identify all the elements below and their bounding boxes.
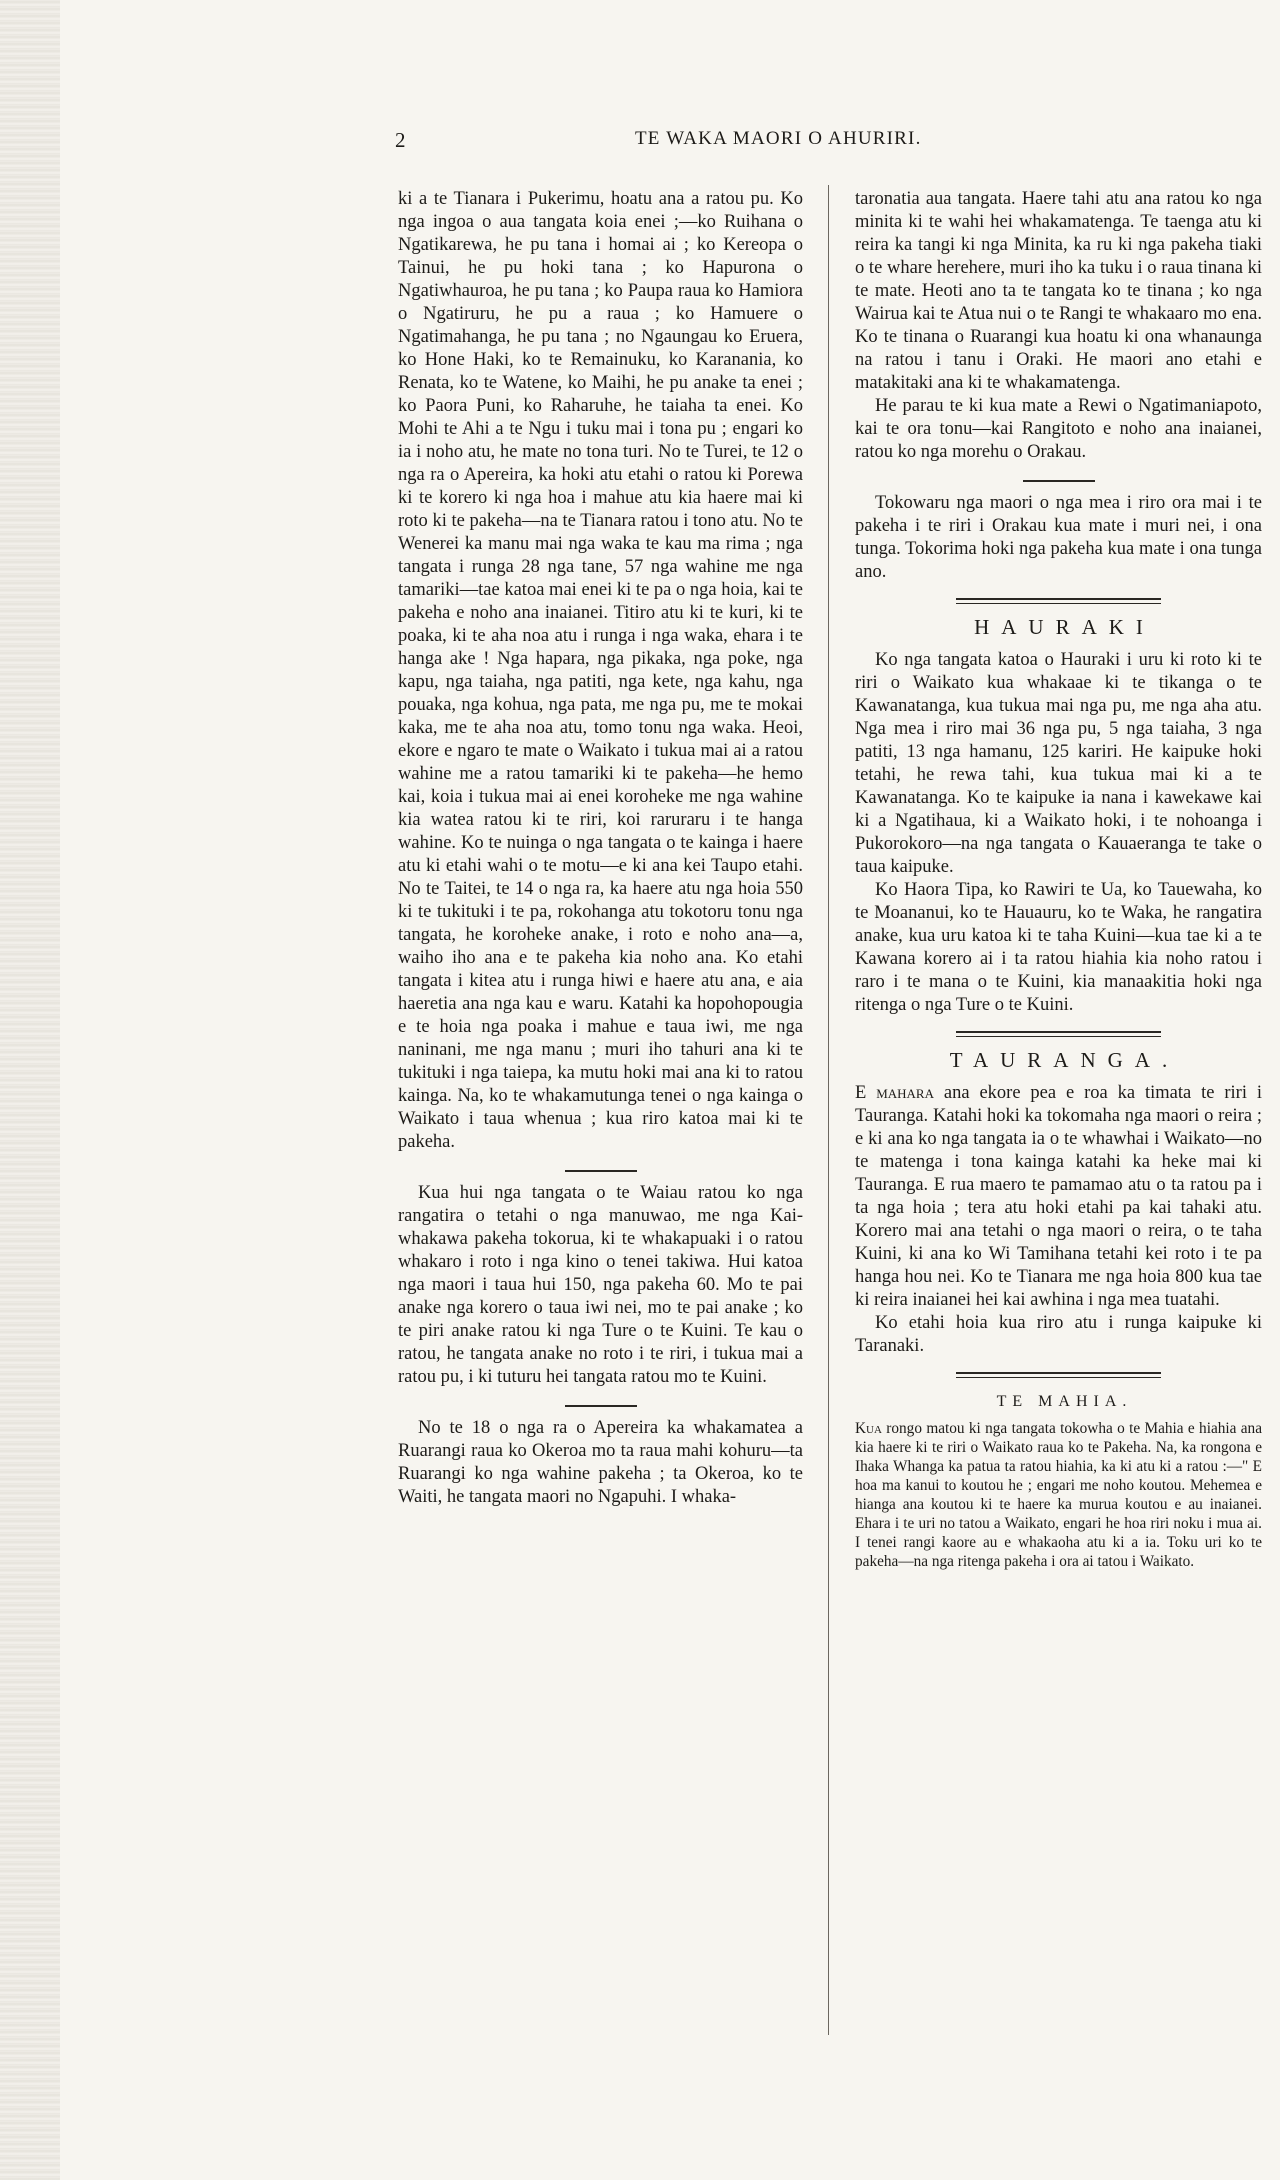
mahia-body: rongo matou ki nga tangata tokowha o te Mahia e hiahia ana kia haere ki te riri o Waikato raua ko te Pakeha. Na, ka rongona e Ihaka Whanga ka patua ta ratou hiahia, ka ki atu ki a ratou :—" E hoa ma kanui to koutou he ; engari me noho koutou. Mehemea e hianga ana koutou ki te haere ka murua koutou e au inaianei. Ehara i te uri no tatou a Waikato, engari he hoa riri noku i mua ai. I tenei rangi kaore au e whakaoha atu ki a ia. Toku uri ko te pakeha—na nga ritenga pakeha i ora ai tatou i Waikato. — [855, 1420, 1262, 1570]
article-tauranga — [855, 1082, 1262, 1312]
article-tauranga-troops: Ko etahi hoia kua riro atu i runga kaipuke ki Taranaki. — [855, 1313, 1262, 1356]
section-separator — [565, 1170, 637, 1172]
newspaper-title: TE WAKA MAORI O AHURIRI. — [635, 128, 922, 149]
column-divider — [828, 185, 829, 2035]
page-header — [395, 128, 1015, 158]
section-double-rule — [956, 1372, 1161, 1378]
section-double-rule — [956, 598, 1161, 604]
heading-hauraki: HAURAKI — [974, 615, 1155, 639]
page-binding-edge — [0, 0, 60, 2180]
right-column — [855, 188, 1262, 1571]
section-double-rule — [956, 1031, 1161, 1037]
article-te-mahia — [855, 1419, 1262, 1571]
tauranga-lead-word: E mahara — [855, 1083, 934, 1103]
article-rewi: He parau te ki kua mate a Rewi o Ngatimaniapoto, kai te ora tonu—kai Rangitoto e noho ana inaianei, ratou ko nga morehu o Orakau. — [855, 396, 1262, 462]
section-separator — [1023, 480, 1095, 482]
article-execution-continued: taronatia aua tangata. Haere tahi atu ana ratou ko nga minita ki te wahi hei whakamatenga. Te taenga atu ki reira ka tangi ki nga Minita, ka ru ki nga pakeha tiaki o te whare herehere, muri iho ka tuku i o raua tinana ki te mate. Heoti ano ta te tangata ko te tinana ; ko nga Wairua kai te Atua nui o te Rangi te whakaaro mo ena. Ko te tinana o Ruarangi kua hoatu ki ona whanaunga na ratou i tanu i Oraki. He maori ano etahi e matakitaki ana ki te whakamatenga. — [855, 189, 1262, 393]
heading-tauranga: TAURANGA. — [949, 1048, 1180, 1072]
article-execution: No te 18 o nga ra o Apereira ka whakamatea a Ruarangi raua ko Okeroa mo ta raua mahi kohuru—ta Ruarangi ko nga wahine pakeha ; ta Okeroa, ko te Waiti, he tangata maori no Ngapuhi. I whaka- — [398, 1418, 803, 1507]
mahia-lead-word: Kua — [855, 1420, 882, 1437]
left-column — [398, 188, 803, 1509]
article-orakau-prisoners: Tokowaru nga maori o nga mea i riro ora mai i te pakeha i te riri i Orakau kua mate i muri nei, i ona tunga. Tokorima hoki nga pakeha kua mate i ona tunga ano. — [855, 493, 1262, 582]
article-waikato-surrender: ki a te Tianara i Pukerimu, hoatu ana a ratou pu. Ko nga ingoa o aua tangata koia enei ;—ko Ruihana o Ngatikarewa, he pu tana i homai ai ; ko Kereopa o Tainui, he pu hoki tana ; ko Hapurona o Ngatiwhauroa, he pu tana ; ko Paupa raua ko Hamiora o Ngatiruru, he pu a raua ; ko Hamuere o Ngatimahanga, he pu tana ; no Ngaungau ko Eruera, ko Hone Haki, ko te Remainuku, ko Karanania, ko Renata, ko te Watene, ko Maihi, he pu anake ta enei ; ko Paora Puni, ko Raharuhe, he taiaha ta enei. Ko Mohi te Ahi a te Ngu i tuku mai i tona pu ; engari ko ia i noho atu, he mate no tona turi. No te Turei, te 12 o nga ra o Apereira, ka hoki atu etahi o ratou ki Porewa ki te korero ki nga hoa i mahue atu kia haere mai ki roto ki te pakeha—na te Tianara ratou i tono atu. No te Wenerei ka manu mai nga waka te kau ma rima ; nga tangata i runga 28 nga tane, 57 nga wahine me nga tamariki—tae katoa mai enei ki te pa o nga hoia, kai te pakeha e noho ana inaianei. Titiro atu ki te kuri, ki te poaka, ki te aha noa atu i runga i nga waka, ehara i te hanga ake ! Nga hapara, nga pikaka, nga poke, nga kapu, nga taiaha, nga patiti, nga kete, nga kahu, nga pouaka, nga kohua, nga pata, me nga pu, me te mokai kaka, me te aha noa atu, tomo tonu nga waka. Heoi, ekore e ngaro te mate o Waikato i tukua mai ai a ratou wahine me a ratou tamariki ki te pakeha—he hemo kai, koia i tukua mai ai enei koroheke me nga wahine kia watea ratou ki te riri, koi raruraru i te hanga wahine. Ko te nuinga o nga tangata o te kainga i haere atu ki etahi wahi o te motu—e ki ana kei Taupo etahi. No te Taitei, te 14 o nga ra, ka haere atu nga hoia 550 ki te tukituki i te pa, rokohanga atu tokotoru tonu nga tangata, he koroheke anake, i roto e noho ana—a, waiho iho ana e te pakeha kia noho ana. Ko etahi tangata i kitea atu i runga hiwi e haere atu ana, e aia haeretia ana nga kau e waru. Katahi ka hopohopougia e te hoia nga poaka i mahue e taua iwi, me nga naninani, me nga manu ; muri iho tahuri ana ki te tukituki i nga taiepa, ka mutu hoki mai ana ki to ratou kainga. Na, ko te whakamutunga tenei o nga kainga o Waikato i taua whenua ; kua riro katoa mai ki te pakeha. — [398, 189, 803, 1152]
tauranga-body: ana ekore pea e roa ka timata te riri i Tauranga. Katahi hoki ka tokomaha nga maori o reira ; e ki ana ko nga tangata ia o te whawhai i Waikato—no te matenga i tona kainga katahi ka heke mai ki Tauranga. E rua maero te pamamao atu o ta ratou pa i ta nga hoia ; tera atu hoki etahi pa kai tahaki atu. Korero mai ana tetahi o nga maori o reira, o te taha Kuini, ki ana ko Wi Tamihana tetahi kei roto i te pa hanga hou nei. Ko te Tianara me nga hoia 800 kua tae ki reira inaianei hei kai awhina i nga mea tuatahi. — [855, 1083, 1262, 1310]
heading-te-mahia: TE MAHIA. — [996, 1393, 1133, 1410]
section-separator — [565, 1405, 637, 1407]
article-hauraki-chiefs: Ko Haora Tipa, ko Rawiri te Ua, ko Tauewaha, ko te Moananui, ko te Hauauru, ko te Waka, he rangatira anake, kua uru katoa ki te taha Kuini—kua tae ki a te Kawana korero ai i ta ratou hiahia kia noho ratou i raro i te mana o te Kuini, kia manaakitia hoki nga ritenga o nga Ture o te Kuini. — [855, 880, 1262, 1015]
page-number: 2 — [395, 128, 406, 152]
article-hauraki-surrender: Ko nga tangata katoa o Hauraki i uru ki roto ki te riri o Waikato kua whakaae ki te tikanga o te Kawanatanga, kua tukua mai nga pu, me nga aha atu. Nga mea i riro mai 36 nga pu, 5 nga taiaha, 3 nga patiti, 13 nga hamanu, 125 kariri. He kaipuke hoki tetahi, he rewa tahi, kua tukua mai ki a te Kawanatanga. Ko te kaipuke ia nana i kawekawe kai ki a Ngatihaua, ki a Waikato hoki, i te nohoanga i Pukorokoro—na nga tangata o Kauaeranga te take o taua kaipuke. — [855, 650, 1262, 877]
article-waiau-meeting: Kua hui nga tangata o te Waiau ratou ko nga rangatira o tetahi o nga manuwao, me nga Kai-whakawa pakeha tokorua, ki te whakapuaki i o ratou whakaro i roto i nga kino o tenei takiwa. Hui katoa nga maori i taua hui 150, nga pakeha 60. Mo te pai anake nga korero o taua iwi nei, mo te pai anake ; ko te piri anake ratou ki nga Ture o te Kuini. Te kau o ratou, he tangata anake no roto i te riri, i tukua mai a ratou pu, i ki tuturu hei tangata ratou mo te Kuini. — [398, 1183, 803, 1387]
